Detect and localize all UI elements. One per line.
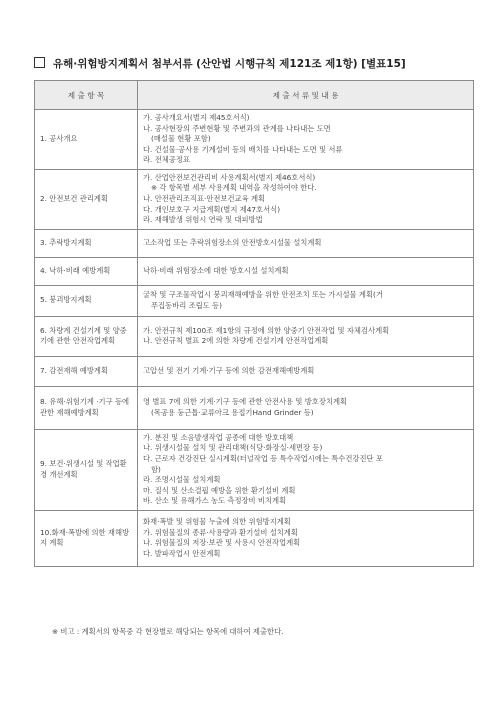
content-line: 푸집동바리 조립도 등) xyxy=(151,300,222,310)
table-row xyxy=(35,510,474,566)
content-line: 가. 공사개요서(별지 제45호서식) xyxy=(143,113,250,122)
content-cell xyxy=(138,257,474,285)
header-documents: 제 출 서 류 및 내 용 xyxy=(138,81,474,110)
content-cell xyxy=(138,510,474,566)
content-line: 가. 안전규칙 제100조 제1항의 규정에 의한 양중기 안전작업 및 자체검사계획 xyxy=(143,325,390,335)
content-line: 라. 재해발생 위험시 연락 및 대피방법 xyxy=(143,215,263,225)
table-row xyxy=(35,285,474,316)
document-title xyxy=(34,56,494,71)
content-line: 나. 안전관리조직표·안전보건교육 계획 xyxy=(143,194,266,204)
table-body xyxy=(35,110,474,567)
content-line: 나. 위험물질의 저장·보관 및 사용시 안전작업계획 xyxy=(143,538,301,548)
item-cell: 4. 낙하·비래 예방계획 xyxy=(35,257,138,285)
item-cell: 5. 붕괴방지계획 xyxy=(35,285,138,316)
content-line: 가. 산업안전보건관리비 사용계획서(별지 제46호서식) xyxy=(143,172,316,182)
content-line: 함) xyxy=(151,464,161,474)
content-line: 바. 산소 및 유해가스 농도 측정장비 비치계획 xyxy=(143,496,287,506)
content-line: 나. 안전규칙 별표 2에 의한 차량계 건설기계 안전작업계획 xyxy=(143,336,329,346)
table-row xyxy=(35,429,474,510)
content-cell xyxy=(138,316,474,356)
table-row xyxy=(35,257,474,285)
content-line: 다. 근로자 건강진단 실시계획(터널작업 등 특수작업시에는 특수건강진단 포 xyxy=(143,453,383,463)
checkbox-icon xyxy=(34,57,45,68)
table-row xyxy=(35,386,474,429)
item-cell: 8. 유해·위험기계 ·기구 등에 관한 재해예방계획 xyxy=(35,386,138,429)
footnote: ※ 비고 : 계획서의 항목중 각 현장별로 해당되는 항목에 대하여 제출한다. xyxy=(52,627,284,636)
item-cell: 2. 안전보건 관리계획 xyxy=(35,169,138,229)
content-line: (목공용 둥근톱·교류아크 용접기Hand Grinder 등) xyxy=(151,407,314,417)
table-row xyxy=(35,229,474,257)
content-line: 낙하·비래 위험장소에 대한 방호시설 설치계획 xyxy=(143,265,289,275)
content-line: 고압선 및 전기 기계·기구 등에 의한 감전재해예방계획 xyxy=(143,365,315,375)
content-cell xyxy=(138,429,474,510)
submission-table xyxy=(34,80,474,567)
content-line: 가. 위험물질의 종류·사용량과 환기설비 설치계획 xyxy=(143,527,298,537)
content-cell xyxy=(138,229,474,257)
content-line: 다. 개인보호구 지급계획(별지 제47호서식) xyxy=(143,204,281,214)
content-line: 나. 위생시설물 설치 및 관리대책(식당·화장실·세면장 등) xyxy=(143,443,323,453)
content-line: 나. 공사현장의 주변현황 및 주변과의 관계를 나타내는 도면 xyxy=(143,123,331,133)
item-cell: 3. 추락방지계획 xyxy=(35,229,138,257)
content-line: 화재·폭발 및 위험물 누출에 의한 위험방지계획 xyxy=(143,517,291,527)
content-line: 고소작업 또는 추락위험장소의 안전방호시설물 설치계획 xyxy=(143,237,322,247)
content-line: ※ 각 항목별 세부 사용계획 내역을 작성하여야 한다. xyxy=(151,183,317,193)
item-cell: 9. 보건·위생시설 및 작업환경 개선계획 xyxy=(35,429,138,510)
content-line: 굴착 및 구조물작업시 붕괴재해예방을 위한 안전조치 또는 가시설물 계획(거 xyxy=(143,290,383,300)
item-cell: 1. 공사개요 xyxy=(35,110,138,170)
table-row xyxy=(35,356,474,386)
item-cell: 7. 감전재해 예방계획 xyxy=(35,356,138,386)
content-line: 가. 분진 및 소음발생작업 공종에 대한 방호대책 xyxy=(143,432,294,442)
content-line: 라. 전체공정표 xyxy=(143,155,190,165)
content-line: 다. 발파작업시 안전계획 xyxy=(143,548,221,558)
header-item: 제 출 항 목 xyxy=(35,81,138,110)
content-cell xyxy=(138,169,474,229)
title-text: 유해·위험방지계획서 첨부서류 (산안법 시행규칙 제121조 제1항) [별표15] xyxy=(53,58,406,70)
table-header-row xyxy=(35,81,474,110)
item-cell: 10.화재·폭발에 의한 재해방지 계획 xyxy=(35,510,138,566)
content-cell xyxy=(138,386,474,429)
content-line: 마. 질식 및 산소결핍 예방을 위한 환기설비 계획 xyxy=(143,485,296,495)
item-cell: 6. 차량계 건설기계 및 양중기에 관한 안전작업계획 xyxy=(35,316,138,356)
content-cell xyxy=(138,356,474,386)
content-line: 다. 건설물·공사용 기계설비 등의 배치를 나타내는 도면 및 서류 xyxy=(143,144,343,154)
content-cell xyxy=(138,110,474,170)
content-line: (매설물 현황 포함) xyxy=(151,134,211,144)
content-line: 라. 조명시설물 설치계획 xyxy=(143,475,221,485)
content-line: 영 별표 7에 의한 기계·기구 등에 관한 안전사용 및 방호장치계획 xyxy=(143,397,348,407)
content-cell xyxy=(138,285,474,316)
table-row xyxy=(35,110,474,170)
table-row xyxy=(35,169,474,229)
table-row xyxy=(35,316,474,356)
